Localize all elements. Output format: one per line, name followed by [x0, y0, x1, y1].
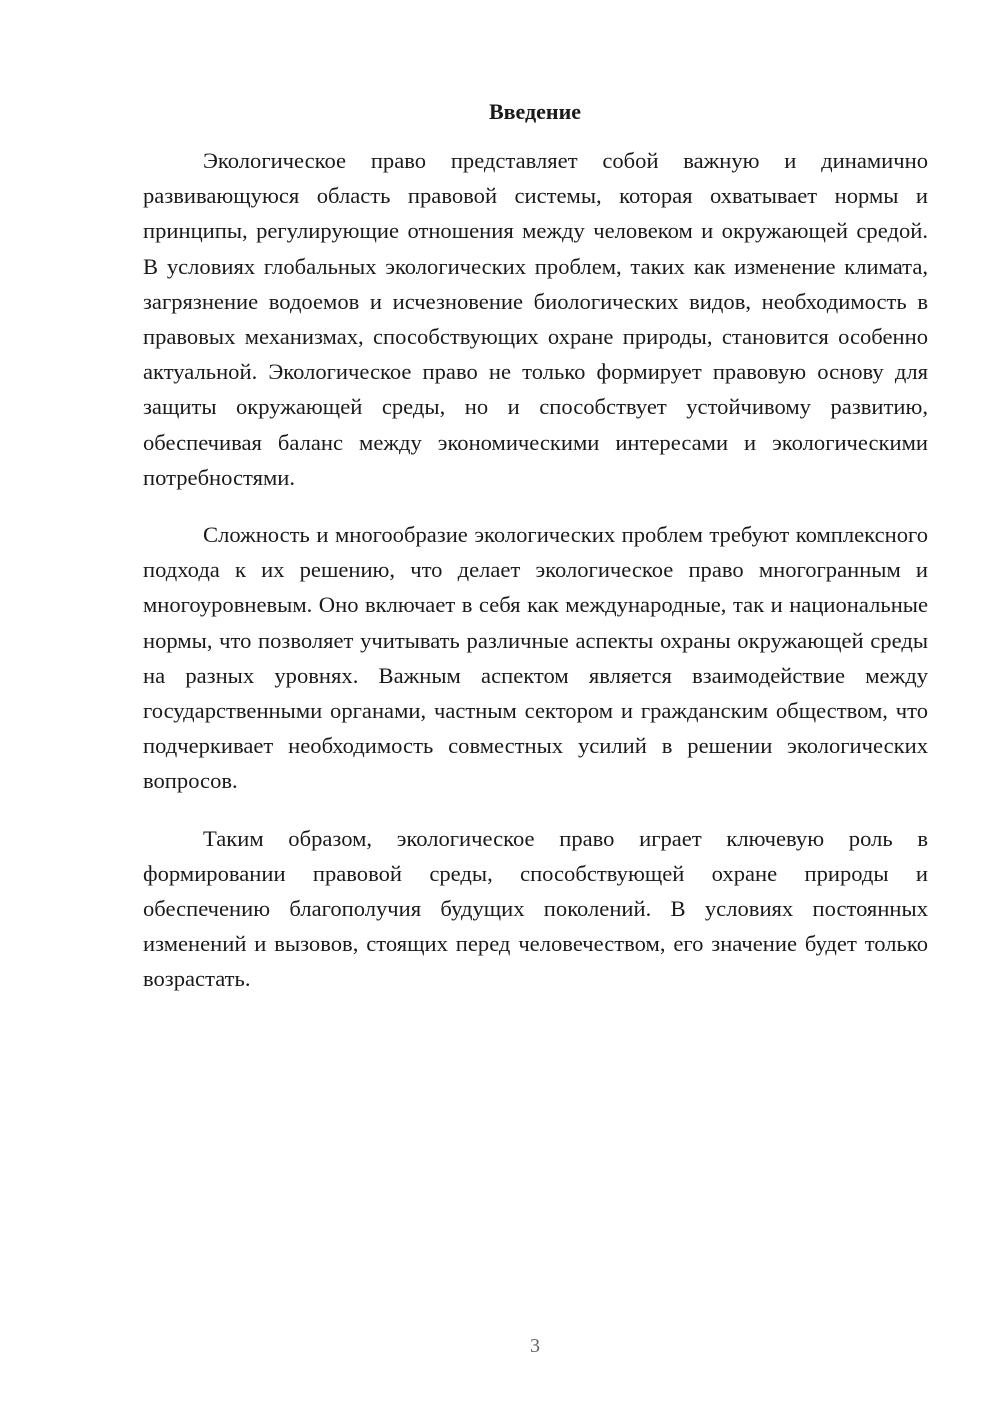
page-number: 3	[530, 1335, 540, 1357]
body-text	[143, 143, 928, 997]
section-title: Введение	[488, 99, 582, 124]
paragraph-conclusion: Таким образом, экологическое право играет ключевую роль в формировании правовой среды, способствующей охране природы и обеспечению благополучия будущих поколений. В условиях постоянных изменений и вызовов, стоящих перед человечеством, его значение будет только возрастать.	[143, 825, 928, 992]
paragraph-intro: Экологическое право представляет собой важную и динамично развивающуюся область правовой системы, которая охватывает нормы и принципы, регулирующие отношения между человеком и окружающей средой. В условиях глобальных экологических проблем, таких как изменение климата, загрязнение водоемов и исчезновение биологических видов, необходимость в правовых механизмах, способствующих охране природы, становится особенно актуальной. Экологическое право не только формирует правовую основу для защиты окружающей среды, но и способствует устойчивому развитию, обеспечивая баланс между экономическими интересами и экологическими потребностями.	[143, 148, 928, 490]
paragraph-complexity: Сложность и многообразие экологических проблем требуют комплексного подхода к их решению, что делает экологическое право многогранным и многоуровневым. Оно включает в себя как международные, так и национальные нормы, что позволяет учитывать различные аспекты охраны окружающей среды на разных уровнях. Важным аспектом является взаимодействие между государственными органами, частным сектором и гражданским обществом, что подчеркивает необходимость совместных усилий в решении экологических вопросов.	[143, 522, 928, 794]
